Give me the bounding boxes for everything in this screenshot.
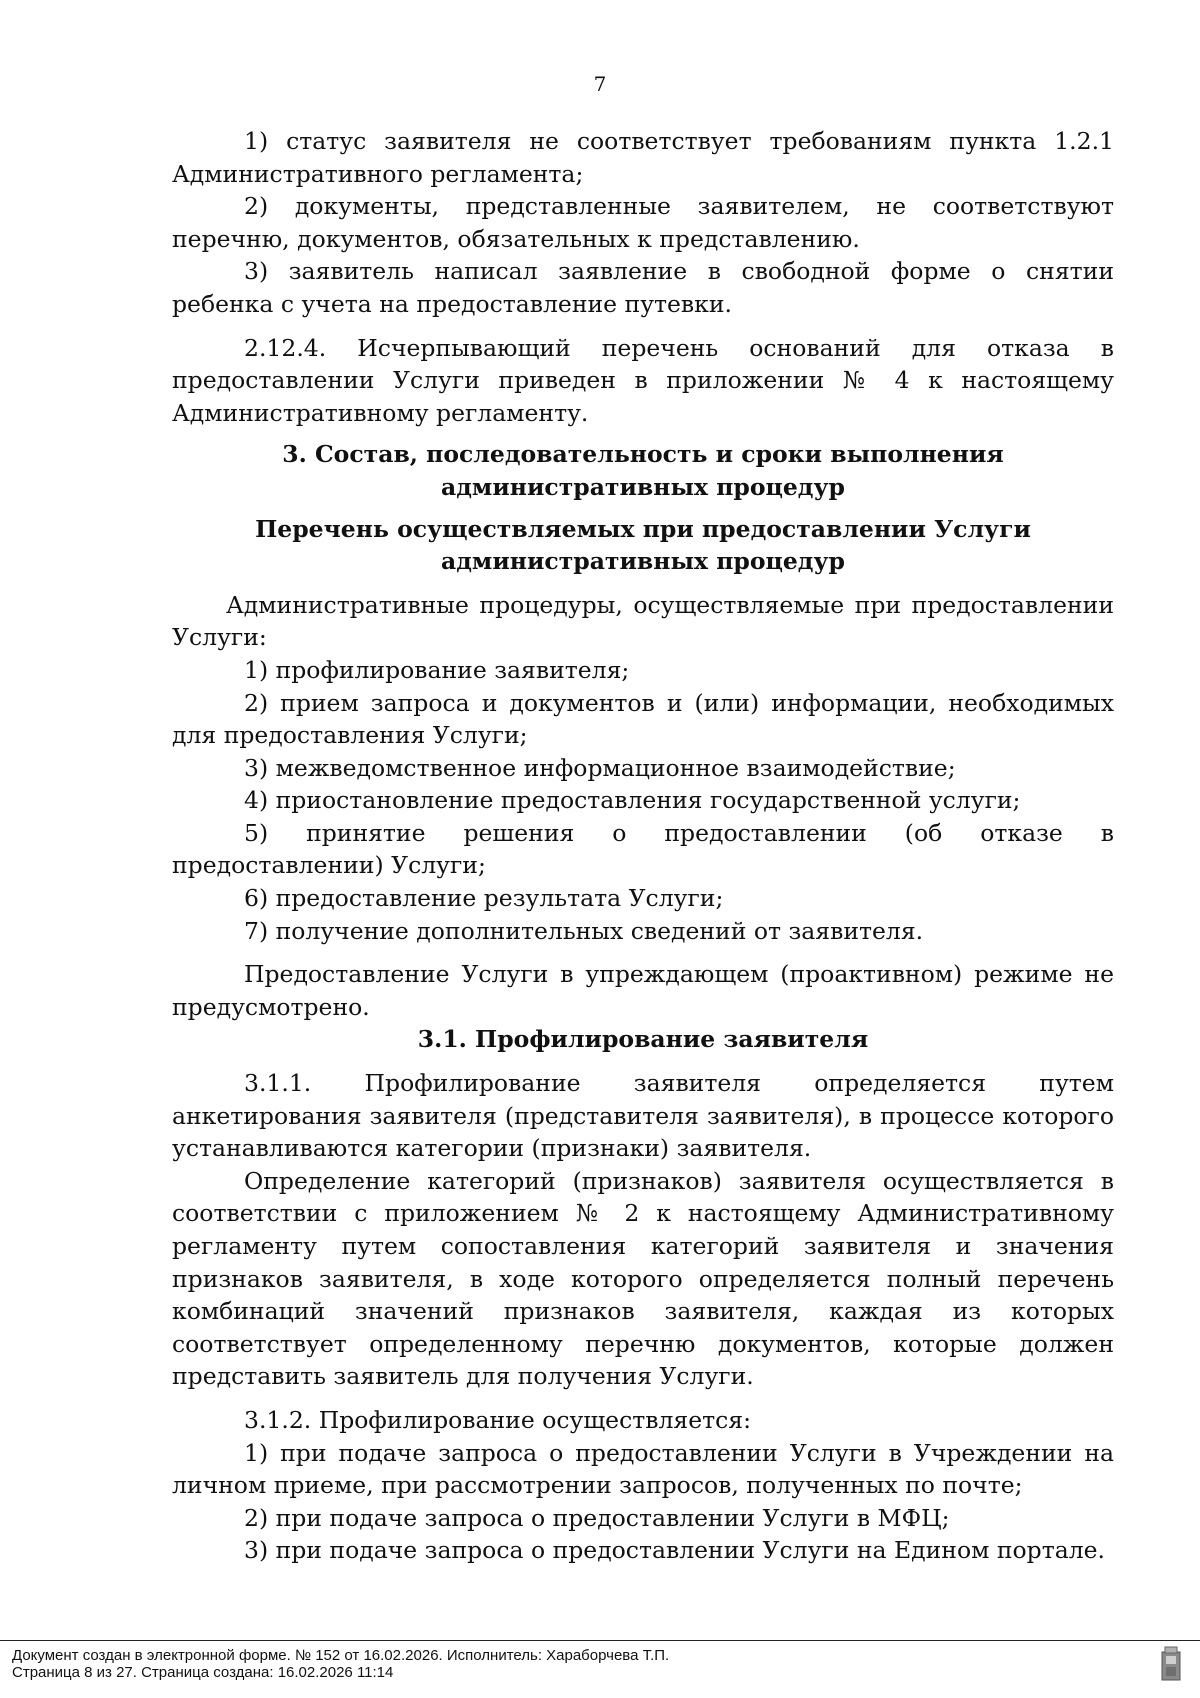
footer-document-info: Документ создан в электронной форме. № 152 от 16.02.2026. Исполнитель: Хараборчева Т.П. bbox=[12, 1647, 670, 1664]
clause-3-1-2: 3.1.2. Профилирование осуществляется: bbox=[244, 1405, 752, 1434]
paragraph: Административные процедуры, осуществляемые при предоставлении Услуги: bbox=[172, 590, 1114, 652]
page-number: 7 bbox=[593, 72, 607, 96]
list-item: 3) межведомственное информационное взаимодействие; bbox=[244, 753, 956, 782]
list-item: 3) при подаче запроса о предоставлении Услуги на Едином портале. bbox=[244, 1536, 1106, 1565]
document-body bbox=[172, 125, 1114, 1567]
list-item: 6) предоставление результата Услуги; bbox=[244, 884, 724, 913]
list-item: 5) принятие решения о предоставлении (об отказе в предоставлении) Услуги; bbox=[172, 818, 1114, 880]
list-item: 3) заявитель написал заявление в свободной форме о снятии ребенка с учета на предоставление путевки. bbox=[172, 257, 1114, 318]
list-item: 1) профилирование заявителя; bbox=[244, 655, 630, 684]
section-heading: 3. Состав, последовательность и сроки выполнения административных процедур bbox=[282, 440, 1004, 501]
paragraph: Определение категорий (признаков) заявителя осуществляется в соответствии с приложением № 2 к настоящему Административному регламенту путем сопоставления категорий заявителя и значения признаков заявителя, в ходе которого определяется полный перечень комбинаций значений признаков заявителя, каждая из которых соответствует определенному перечню документов, которые должен представить заявитель для получения Услуги. bbox=[172, 1166, 1114, 1391]
footer-divider bbox=[0, 1640, 1200, 1641]
list-item: 4) приостановление предоставления государственной услуги; bbox=[244, 786, 1021, 815]
subsection-heading: 3.1. Профилирование заявителя bbox=[417, 1025, 869, 1054]
coat-of-arms-icon bbox=[1160, 1646, 1182, 1684]
list-item: 2) документы, представленные заявителем, не соответствуют перечню, документов, обязательных к представлению. bbox=[172, 192, 1114, 253]
list-item: 2) при подаче запроса о предоставлении Услуги в МФЦ; bbox=[244, 1503, 950, 1532]
list-item: 1) при подаче запроса о предоставлении Услуги в Учреждении на личном приеме, при рассмотрении запросов, полученных по почте; bbox=[172, 1438, 1114, 1500]
paragraph: Предоставление Услуги в упреждающем (проактивном) режиме не предусмотрено. bbox=[172, 960, 1114, 1021]
list-item: 7) получение дополнительных сведений от заявителя. bbox=[244, 916, 924, 945]
list-item: 2) прием запроса и документов и (или) информации, необходимых для предоставления Услуги; bbox=[172, 688, 1114, 750]
clause-3-1-1: 3.1.1. Профилирование заявителя определяется путем анкетирования заявителя (представителя заявителя), в процессе которого устанавливаются категории (признаки) заявителя. bbox=[172, 1069, 1114, 1163]
list-item: 1) статус заявителя не соответствует требованиям пункта 1.2.1 Административного регламента; bbox=[172, 127, 1114, 188]
subsection-heading: Перечень осуществляемых при предоставлении Услуги административных процедур bbox=[255, 514, 1031, 576]
footer-page-info: Страница 8 из 27. Страница создана: 16.02.2026 11:14 bbox=[12, 1664, 394, 1681]
clause-2-12-4: 2.12.4. Исчерпывающий перечень оснований для отказа в предоставлении Услуги приведен в приложении № 4 к настоящему Административному регламенту. bbox=[172, 333, 1114, 427]
footer bbox=[12, 1647, 669, 1681]
